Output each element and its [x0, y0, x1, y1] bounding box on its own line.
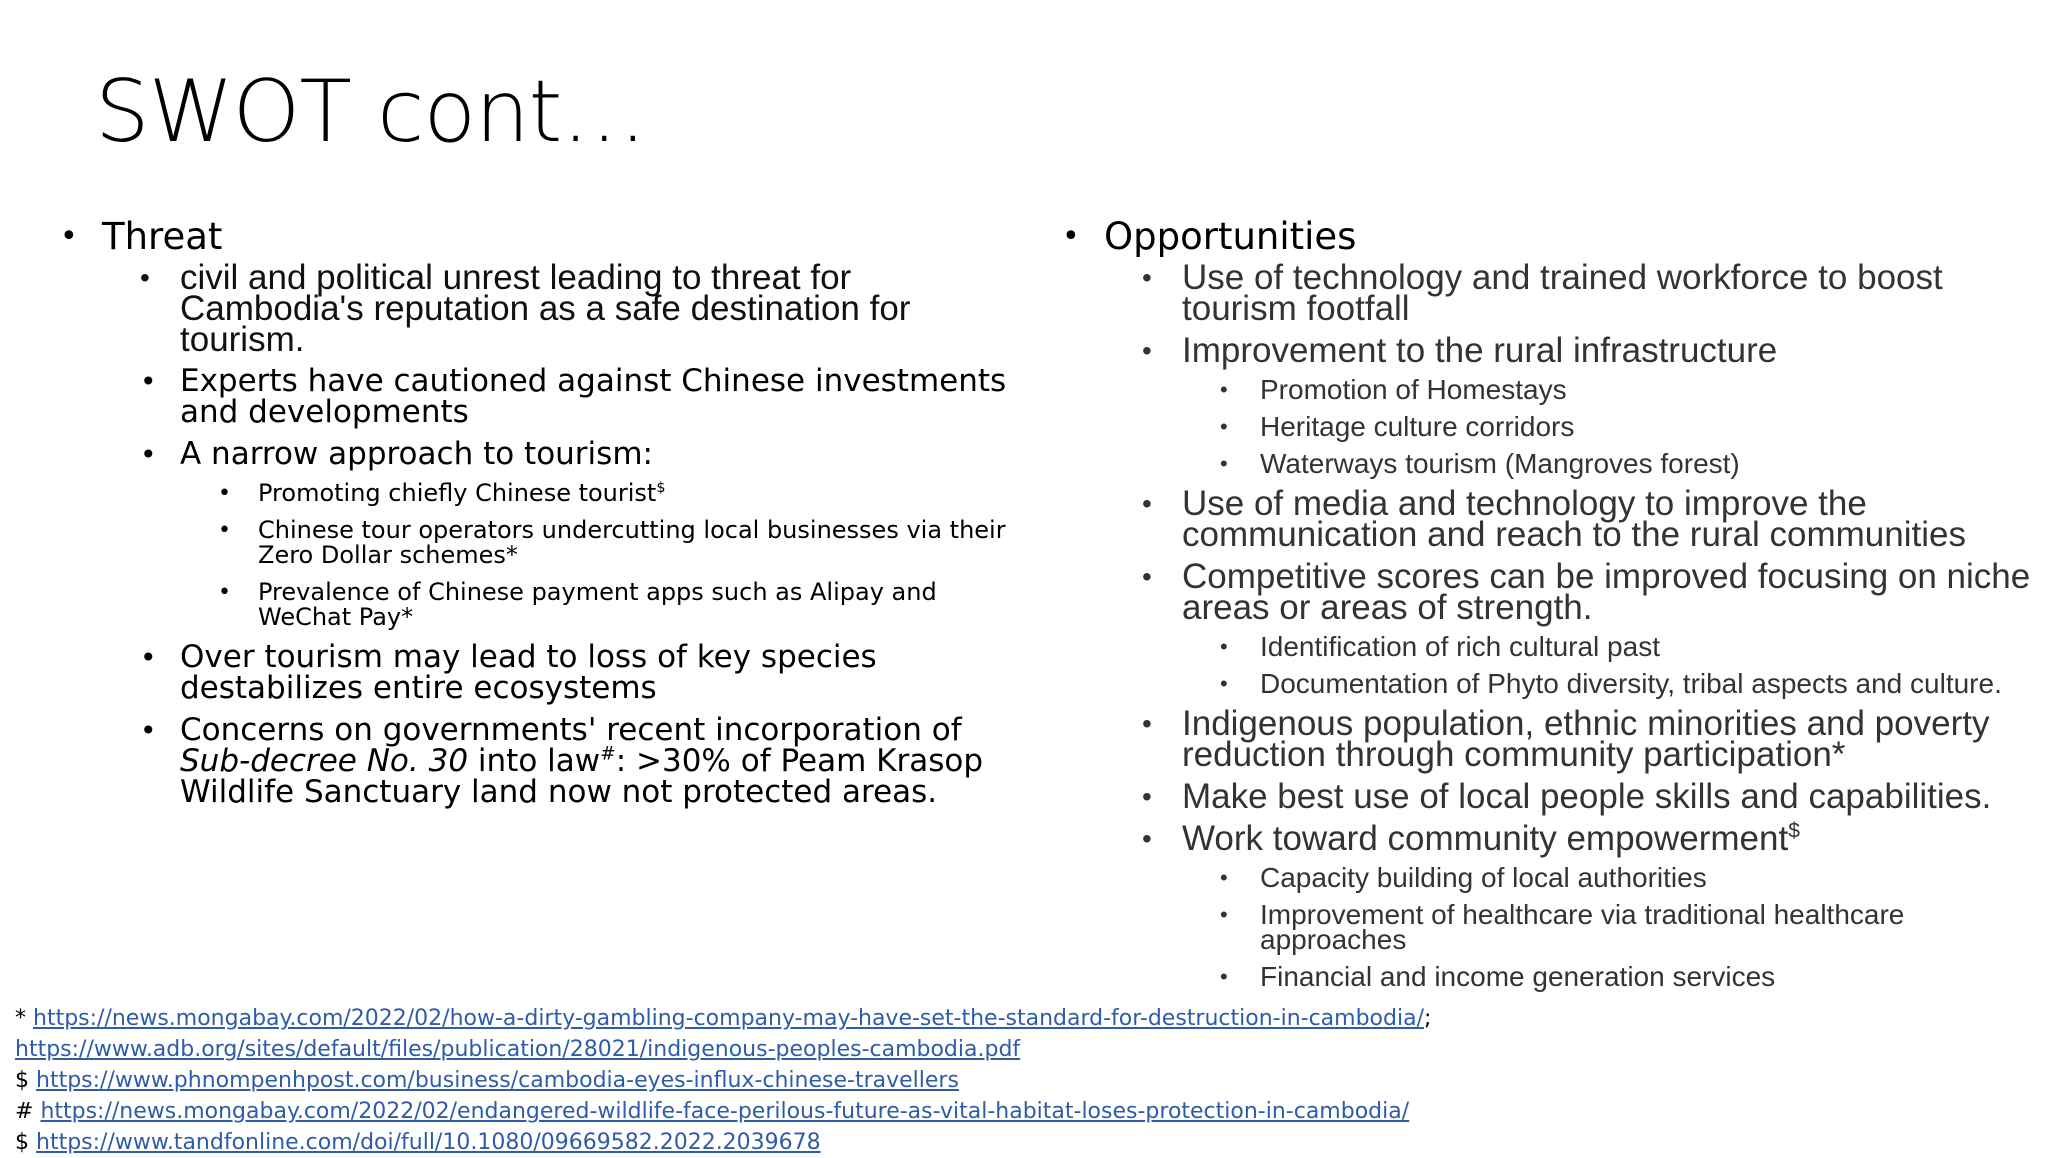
subdecree-italic: Sub-decree No. 30: [180, 743, 469, 779]
bullet-icon: •: [1220, 414, 1228, 439]
opportunity-item: [1062, 258, 2042, 328]
opportunity-item: [1062, 557, 2042, 627]
reference-line: [15, 1034, 1431, 1065]
slide-title: SWOT cont…: [95, 62, 647, 162]
bullet-icon: •: [1220, 671, 1228, 696]
threat-item: [60, 436, 1020, 472]
footnote-marker: $: [656, 480, 666, 496]
reference-link[interactable]: https://www.phnompenhpost.com/business/cambodia-eyes-influx-chinese-travellers: [36, 1068, 959, 1093]
bullet-icon: •: [1220, 377, 1228, 402]
opportunity-item: [1062, 484, 2042, 554]
footnote-marker: $: [1788, 819, 1800, 843]
opportunities-heading: [1062, 216, 2042, 258]
threat-subitem-text: Chinese tour operators undercutting local businesses via their Zero Dollar schemes*: [258, 516, 1006, 569]
bullet-icon: •: [1142, 823, 1152, 854]
opportunity-subitem: [1062, 631, 2042, 662]
threat-item-text: civil and political unrest leading to threat for Cambodia's reputation as a safe destination for tourism.: [180, 258, 911, 359]
opportunity-item-text: Use of technology and trained workforce to boost tourism footfall: [1182, 258, 1943, 328]
reference-link[interactable]: https://news.mongabay.com/2022/02/endangered-wildlife-face-perilous-future-as-vital-habitat-loses-protection-in-cambodia/: [40, 1099, 1410, 1124]
bullet-icon: •: [218, 518, 231, 543]
opportunity-item: [1062, 819, 2042, 858]
reference-line: $ https://www.tandfonline.com/doi/full/10.1080/09669582.2022.2039678: [15, 1130, 821, 1155]
opportunity-subitem-text: Heritage culture corridors: [1260, 411, 1575, 442]
opportunity-item: [1062, 331, 2042, 370]
opportunity-subitem-text: Capacity building of local authorities: [1260, 862, 1707, 893]
bullet-icon: •: [1142, 488, 1152, 519]
opportunity-subitem: [1062, 411, 2042, 442]
opportunity-subitem: [1062, 862, 2042, 893]
bullet-icon: •: [60, 219, 78, 254]
opportunity-subitem-text: Identification of rich cultural past: [1260, 631, 1660, 662]
threat-subitem: [60, 518, 1020, 568]
threat-item-text: Concerns on governments' recent incorporation of Sub-decree No. 30 into law#: >30% of Peam Krasop Wildlife Sanctuary land now not protected areas.: [180, 712, 984, 810]
bullet-icon: •: [1220, 964, 1228, 989]
threat-item: [60, 712, 1020, 810]
opportunity-subitem-text: Improvement of healthcare via traditional healthcare approaches: [1260, 899, 1905, 955]
threat-item-text: Experts have cautioned against Chinese investments and developments: [180, 363, 1007, 430]
bullet-icon: •: [1142, 335, 1152, 366]
opportunity-subitem: [1062, 961, 2042, 992]
threat-subitem-text: Prevalence of Chinese payment apps such as Alipay and WeChat Pay*: [258, 578, 937, 631]
threats-column: [60, 216, 1020, 819]
bullet-icon: •: [1220, 451, 1228, 476]
opportunity-item: [1062, 704, 2042, 774]
reference-line: $ https://www.phnompenhpost.com/business/cambodia-eyes-influx-chinese-travellers: [15, 1068, 959, 1093]
threat-subitem: [60, 580, 1020, 630]
threat-item-text: Over tourism may lead to loss of key species destabilizes entire ecosystems: [180, 639, 877, 706]
reference-link[interactable]: https://news.mongabay.com/2022/02/how-a-dirty-gambling-company-may-have-set-the-standard-for-destruction-in-cambodia/: [33, 1006, 1424, 1031]
bullet-icon: •: [218, 580, 231, 605]
reference-link[interactable]: https://www.tandfonline.com/doi/full/10.1080/09669582.2022.2039678: [36, 1130, 821, 1155]
opportunity-subitem-text: Promotion of Homestays: [1260, 374, 1567, 405]
threat-subitem-text: Promoting chiefly Chinese tourist: [258, 479, 657, 507]
bullet-icon: •: [1142, 561, 1152, 592]
reference-line: # https://news.mongabay.com/2022/02/endangered-wildlife-face-perilous-future-as-vital-habitat-loses-protection-in-cambodia/: [15, 1099, 1410, 1124]
threat-subitem: [60, 481, 1020, 506]
bullet-icon: •: [140, 641, 157, 674]
opportunities-heading-text: Opportunities: [1104, 215, 1357, 258]
opportunity-item-text: Make best use of local people skills and capabilities.: [1182, 777, 1992, 816]
opportunity-item-text: Competitive scores can be improved focusing on niche areas or areas of strength.: [1182, 557, 2031, 627]
opportunity-subitem: [1062, 374, 2042, 405]
opportunity-subitem-text: Financial and income generation services: [1260, 961, 1776, 992]
opportunity-subitem: [1062, 448, 2042, 479]
opportunity-subitem-text: Documentation of Phyto diversity, tribal aspects and culture.: [1260, 668, 2002, 699]
threat-item: [60, 363, 1020, 430]
bullet-icon: •: [1142, 708, 1152, 739]
bullet-icon: •: [140, 714, 157, 747]
references: [15, 1003, 1431, 1158]
opportunity-subitem-text: Waterways tourism (Mangroves forest): [1260, 448, 1740, 479]
reference-link[interactable]: https://www.adb.org/sites/default/files/publication/28021/indigenous-peoples-cambodia.pdf: [15, 1037, 1021, 1062]
bullet-icon: •: [1142, 781, 1152, 812]
threat-item: [60, 258, 1020, 359]
opportunity-subitem: [1062, 899, 2042, 955]
opportunity-item-text: Improvement to the rural infrastructure: [1182, 331, 1778, 370]
bullet-icon: •: [1220, 902, 1228, 927]
footnote-marker: #: [600, 743, 616, 765]
reference-line: * https://news.mongabay.com/2022/02/how-a-dirty-gambling-company-may-have-set-the-standard-for-destruction-in-cambodia/;: [15, 1006, 1432, 1031]
opportunity-item-text: Indigenous population, ethnic minorities and poverty reduction through community participation*: [1182, 704, 1990, 774]
bullet-icon: •: [140, 438, 157, 471]
threats-heading-text: Threat: [102, 215, 223, 258]
opportunity-item: [1062, 777, 2042, 816]
bullet-icon: •: [140, 262, 150, 293]
bullet-icon: •: [1220, 865, 1228, 890]
bullet-icon: •: [1142, 262, 1152, 293]
opportunities-column: [1062, 216, 2042, 1001]
bullet-icon: •: [1062, 219, 1080, 254]
opportunity-subitem: [1062, 668, 2042, 699]
threats-heading: [60, 216, 1020, 258]
bullet-icon: •: [1220, 634, 1228, 659]
bullet-icon: •: [140, 365, 157, 398]
threat-item-text: A narrow approach to tourism:: [180, 436, 653, 472]
opportunity-item-text: Use of media and technology to improve the communication and reach to the rural communities: [1182, 484, 1966, 554]
bullet-icon: •: [218, 481, 231, 506]
threat-item: [60, 639, 1020, 706]
opportunity-item-text: Work toward community empowerment: [1182, 819, 1789, 858]
